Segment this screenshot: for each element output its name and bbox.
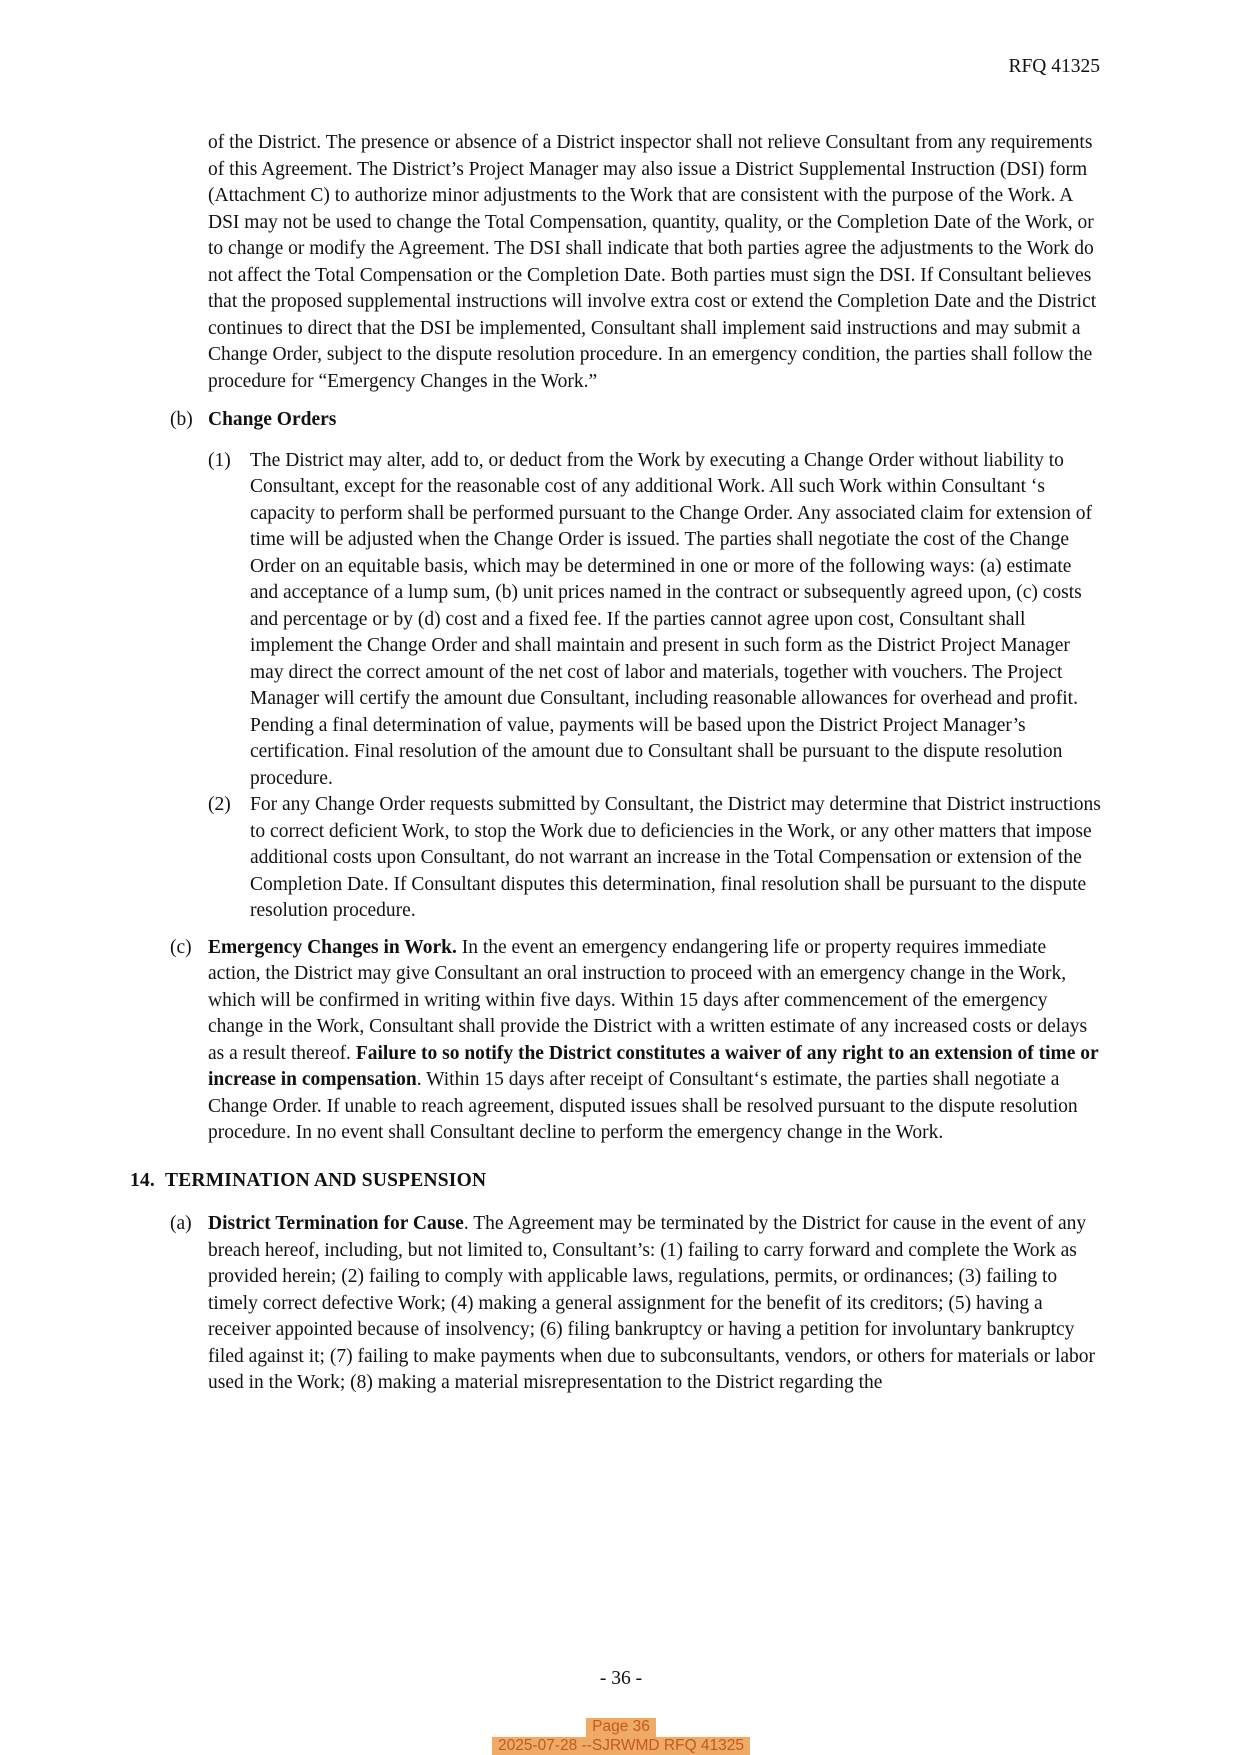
intro-paragraph: of the District. The presence or absence of a District inspector shall not relieve Consultant from any requirements of this Agreement. The District’s Project Manager may also issue a District Supplemental Instruction (DSI) form (Attachment C) to authorize minor adjustments to the Work that are consistent with the purpose of the Work. A DSI may not be used to change the Total Compensation, quantity, quality, or the Completion Date of the Work, or to change or modify the Agreement. The DSI shall indicate that both parties agree the adjustments to the Work do not affect the Total Compensation or the Completion Date. Both parties must sign the DSI. If Consultant believes that the proposed supplemental instructions will involve extra cost or extend the Completion Date and the District continues to direct that the DSI be implemented, Consultant shall implement said instructions and may submit a Change Order, subject to the dispute resolution procedure. In an emergency condition, the parties shall follow the procedure for “Emergency Changes in the Work.” bbox=[208, 132, 1097, 392]
stamp-date-line bbox=[0, 1737, 1242, 1755]
section-b-label: (b) bbox=[170, 409, 193, 430]
list-item-2 bbox=[208, 792, 1101, 925]
list-item-1 bbox=[208, 448, 1101, 793]
section-c-label: (c) bbox=[170, 936, 192, 958]
section-14-heading bbox=[130, 1168, 1101, 1195]
list-item-2-text: For any Change Order requests submitted by Consultant, the District may determine that District instructions to correct deficient Work, to stop the Work due to deficiencies in the Work, or any other matters that impose additional costs upon Consultant, do not warrant an increase in the Total Compensation or extension of the Completion Date. If Consultant disputes this determination, final resolution shall be pursuant to the dispute resolution procedure. bbox=[250, 794, 1101, 921]
section-b-title: Change Orders bbox=[208, 409, 337, 430]
stamp-date-text: 2025-07-28 --SJRWMD RFQ 41325 bbox=[492, 1737, 750, 1755]
section-14-number: 14. bbox=[130, 1169, 155, 1191]
section-14a-label: (a) bbox=[170, 1213, 192, 1234]
section-14-title: TERMINATION AND SUSPENSION bbox=[165, 1169, 487, 1191]
stamp-page-line bbox=[0, 1718, 1242, 1737]
section-c-text: Emergency Changes in Work. In the event an emergency endangering life or property requires immediate action, the District may give Consultant an oral instruction to proceed with an emergency change in the Work, which will be confirmed in writing within five days. Within 15 days after commencement of the emergency change in the Work, Consultant shall provide the District with a written estimate of any increased costs or delays as a result thereof. Failure to so notify the District constitutes a waiver of any right to an extension of time or increase in compensation. Within 15 days after receipt of Consultant‘s estimate, the parties shall negotiate a Change Order. If unable to reach agreement, disputed issues shall be resolved pursuant to the dispute resolution procedure. In no event shall Consultant decline to perform the emergency change in the Work. bbox=[208, 936, 1099, 1143]
list-item-1-label: (1) bbox=[208, 449, 231, 471]
approval-stamp bbox=[0, 1718, 1242, 1755]
page-number: - 36 - bbox=[599, 1668, 643, 1689]
section-b-heading bbox=[170, 407, 1101, 434]
list-item-1-text: The District may alter, add to, or deduct from the Work by executing a Change Order without liability to Consultant, except for the reasonable cost of any additional Work. All such Work within Consultant ‘s capacity to perform shall be performed pursuant to the Change Order. Any associated claim for extension of time will be adjusted when the Change Order is issued. The parties shall negotiate the cost of the Change Order on an equitable basis, which may be determined in one or more of the following ways: (a) estimate and acceptance of a lump sum, (b) unit prices named in the contract or subsequently agreed upon, (c) costs and percentage or by (d) cost and a fixed fee. If the parties cannot agree upon cost, Consultant shall implement the Change Order and shall maintain and present in such form as the District Project Manager may direct the correct amount of the net cost of labor and materials, together with vouchers. The Project Manager will certify the amount due Consultant, including reasonable allowances for overhead and profit. Pending a final determination of value, payments will be based upon the District Project Manager’s certification. Final resolution of the amount due to Consultant shall be pursuant to the dispute resolution procedure. bbox=[250, 449, 1093, 789]
document-body bbox=[130, 0, 1101, 1397]
stamp-page-text: Page 36 bbox=[586, 1718, 656, 1737]
section-14a-text: District Termination for Cause. The Agreement may be terminated by the District for cause in the event of any breach hereof, including, but not limited to, Consultant’s: (1) failing to carry forward and complete the Work as provided herein; (2) failing to comply with applicable laws, regulations, permits, or ordinances; (3) failing to timely correct defective Work; (4) making a general assignment for the benefit of its creditors; (5) having a receiver appointed because of insolvency; (6) filing bankruptcy or having a petition for involuntary bankruptcy filed against it; (7) failing to make payments when due to subconsultants, vendors, or others for materials or labor used in the Work; (8) making a material misrepresentation to the District regarding the bbox=[208, 1213, 1096, 1393]
header-doc-reference: RFQ 41325 bbox=[1008, 56, 1100, 77]
section-c-paragraph bbox=[170, 935, 1101, 1147]
list-item-2-label: (2) bbox=[208, 794, 231, 815]
section-14a-paragraph bbox=[170, 1211, 1101, 1397]
